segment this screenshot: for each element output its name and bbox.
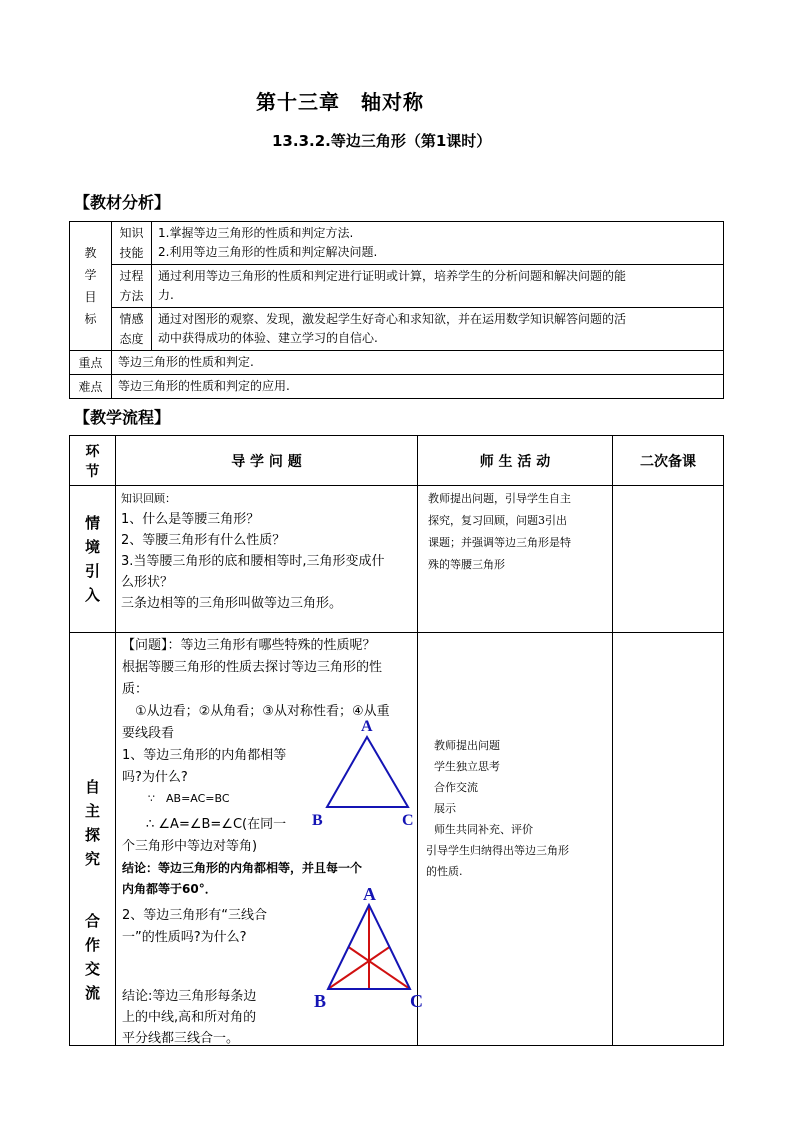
flow-table [69, 435, 724, 1046]
difficulty-text: 等边三角形的性质和判定的应用. [112, 375, 724, 399]
vertex-c-label: C [402, 812, 414, 827]
stage-explore-label: 自 主 探 究 合 作 交 流 [70, 633, 116, 1046]
vertex-b-label: B [312, 812, 323, 827]
conclusion-1: 结论：等边三角形的内角都相等，并且每一个 内角都等于60°． [122, 861, 363, 896]
teaching-goal-label: 教 学 目 标 [70, 222, 112, 351]
key-point-label: 重点 [70, 351, 112, 375]
stage-explore-backup [613, 633, 724, 1046]
stage-intro-questions: 知识回顾： 1、什么是等腰三角形？ 2、等腰三角形有什么性质？ 3.当等腰三角形的底和腰相等时,三角形变成什 么形状？ 三条边相等的三角形叫做等边三角形。 [116, 486, 418, 633]
stage-explore-activities: 教师提出问题 学生独立思考 合作交流 展示 师生共同补充、评价 引导学生归纳得出等边三角形 的性质. [418, 633, 613, 1046]
section-analysis-title: 【教材分析】 [74, 193, 171, 212]
lesson-title: 13.3.2.等边三角形（第1课时） [272, 132, 492, 150]
therefore-line: ∴ ∠A=∠B=∠C(在同一 [146, 817, 287, 832]
vertex-b-label: B [314, 991, 327, 1011]
stage-explore-questions: 【问题】：等边三角形有哪些特殊的性质呢？ 根据等腰三角形的性质去探讨等边三角形的性 质： ①从边看；②从角看；③从对称性看；④从重 要线段看 1、等边三角形的内角都相等 吗?为什么? ∵ AB=AC=BC ∴ ∠A=∠B=∠C(在同一 个三角形中等边对等角) 结论：等边三角形的内角都相等，并且每一个 内角都等于60°． 2、等边三角形有“三线合 一”的性质吗?为什么? 结论:等边三角形每条边 上的中线,高和所对角的 平分线都三线合一。 A B C A B C [116, 633, 418, 1046]
stage-intro-activities: 教师提出问题，引导学生自主 探究，复习回顾，问题3引出 课题；并强调等边三角形是特 殊的等腰三角形 [418, 486, 613, 633]
stage-intro-backup [613, 486, 724, 633]
header-backup: 二次备课 [613, 436, 724, 486]
stage-intro-label: 情 境 引 入 [70, 486, 116, 633]
vertex-c-label: C [410, 991, 423, 1011]
conclusion-2: 结论:等边三角形每条边 上的中线,高和所对角的 平分线都三线合一。 [122, 989, 257, 1046]
header-questions: 导 学 问 题 [116, 436, 418, 486]
process-method-label: 过程 方法 [112, 265, 152, 308]
header-stage: 环 节 [70, 436, 116, 486]
section-flow-title: 【教学流程】 [74, 408, 171, 427]
three-lines-triangle-figure [314, 885, 424, 1011]
key-point-text: 等边三角形的性质和判定. [112, 351, 724, 375]
header-activities: 师 生 活 动 [418, 436, 613, 486]
difficulty-label: 难点 [70, 375, 112, 399]
attitude-text: 通过对图形的观察、发现，激发起学生好奇心和求知欲，并在运用数学知识解答问题的活 动中获得成功的体验、建立学习的自信心. [152, 308, 724, 351]
therefore-line-2: 个三角形中等边对等角) [122, 839, 258, 854]
attitude-label: 情感 态度 [112, 308, 152, 351]
analysis-table [69, 221, 724, 399]
knowledge-skill-text: 1.掌握等边三角形的性质和判定方法. 2.利用等边三角形的性质和判定解决问题. [152, 222, 724, 265]
because-line: ∵ AB=AC=BC [148, 792, 230, 805]
chapter-title: 第十三章 轴对称 [256, 90, 424, 114]
vertex-a-label: A [363, 885, 376, 904]
vertex-a-label: A [361, 718, 373, 735]
knowledge-skill-label: 知识 技能 [112, 222, 152, 265]
process-method-text: 通过利用等边三角形的性质和判定进行证明或计算，培养学生的分析问题和解决问题的能 力. [152, 265, 724, 308]
equilateral-triangle-figure [312, 715, 422, 827]
